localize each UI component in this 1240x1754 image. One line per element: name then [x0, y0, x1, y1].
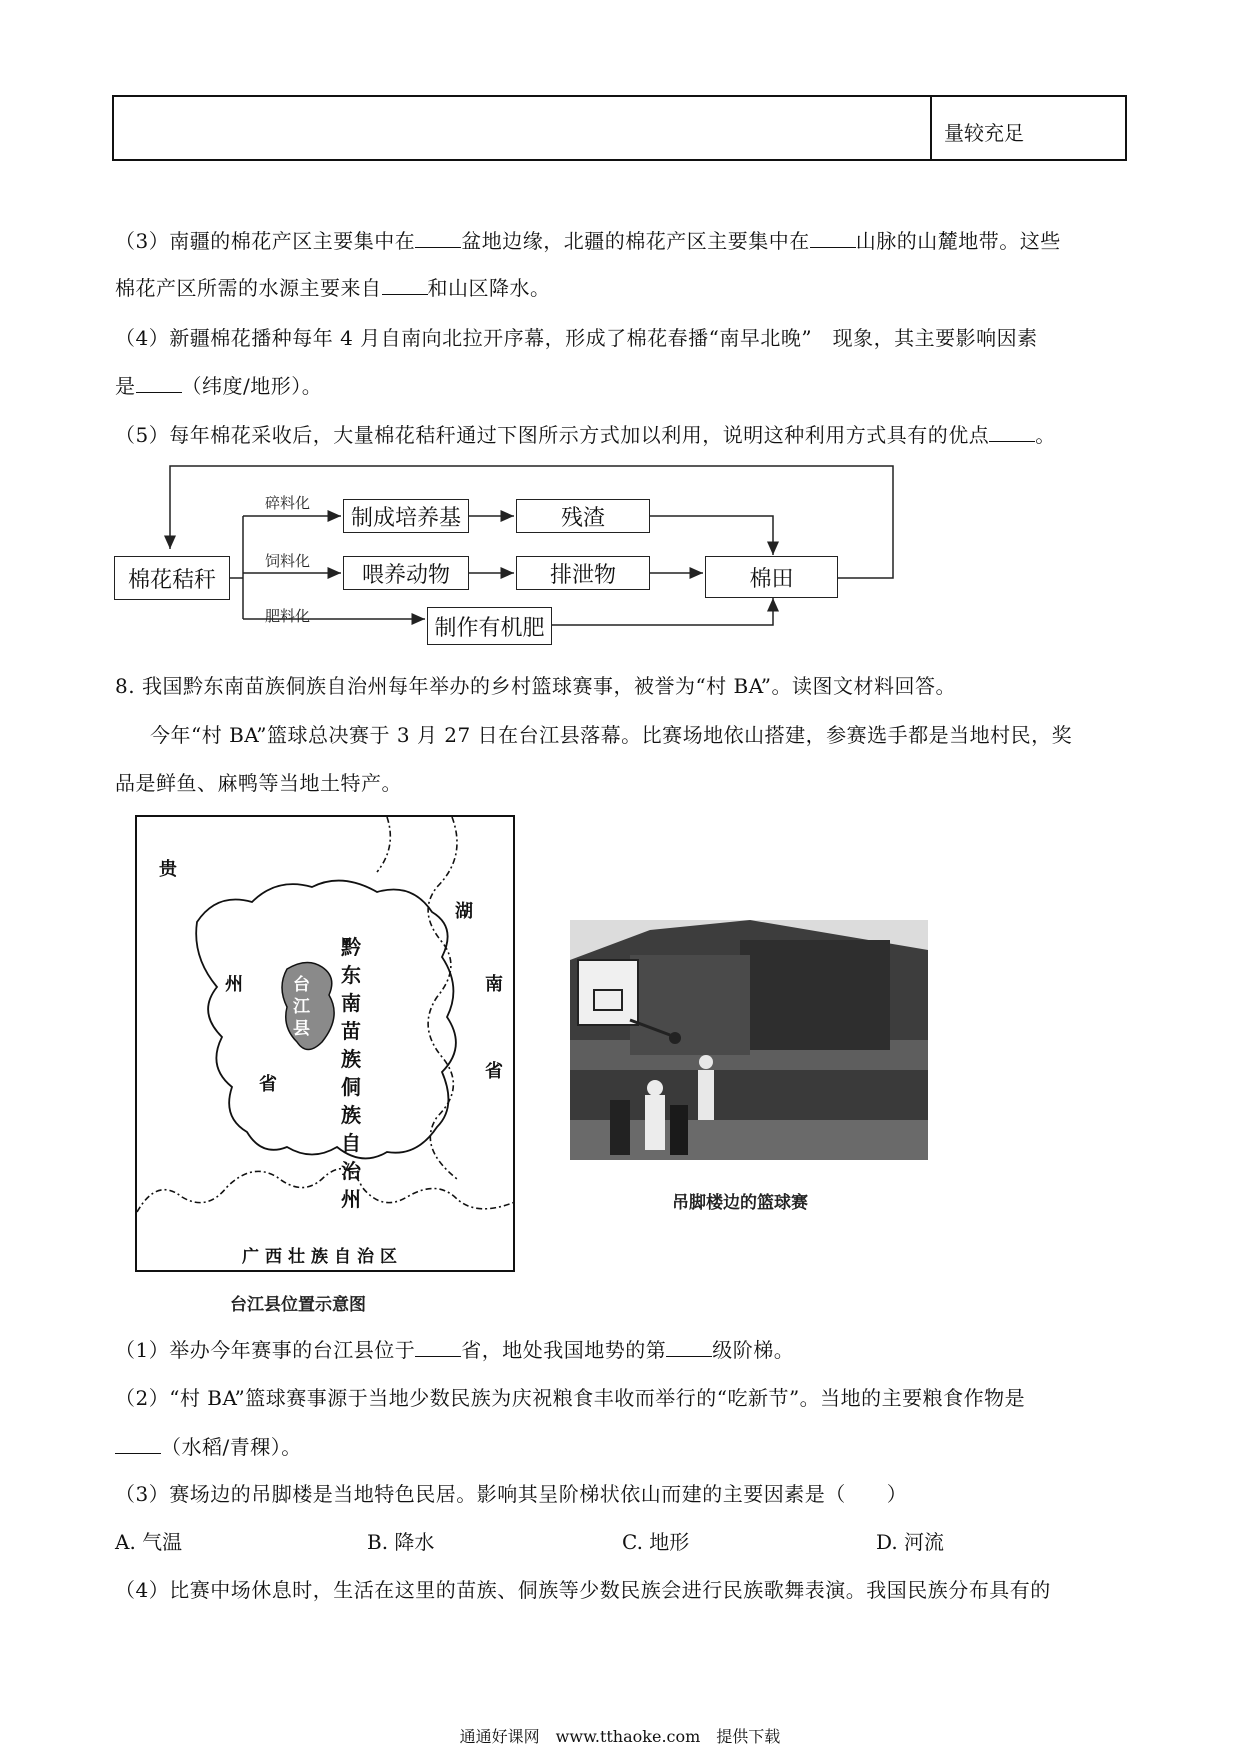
- q5-text-b: 。: [1035, 423, 1056, 447]
- choice-a[interactable]: A. 气温: [115, 1530, 183, 1554]
- answer-blank[interactable]: [666, 1338, 712, 1357]
- answer-blank[interactable]: [115, 1435, 161, 1454]
- choice-d[interactable]: D. 河流: [876, 1530, 945, 1554]
- flow-node-2: 残渣: [516, 499, 650, 533]
- q8-4-line1: （4）比赛中场休息时，生活在这里的苗族、侗族等少数民族会进行民族歌舞表演。我国民族分布具有的: [115, 1578, 1051, 1602]
- map-label-county: 台江县: [293, 975, 310, 1039]
- answer-blank[interactable]: [415, 1338, 461, 1357]
- choice-c[interactable]: C. 地形: [622, 1530, 690, 1554]
- page-footer: 通通好课网 www.tthaoke.com 提供下载: [459, 1727, 781, 1746]
- q3-text-d: 棉花产区所需的水源主要来自: [115, 276, 382, 300]
- q8-1-text-a: （1）举办今年赛事的台江县位于: [115, 1338, 416, 1362]
- choice-b[interactable]: B. 降水: [367, 1530, 435, 1554]
- flow-node-1: 制成培养基: [343, 499, 469, 533]
- q5-text-a: （5）每年棉花采收后，大量棉花秸秆通过下图所示方式加以利用，说明这种利用方式具有的优点: [115, 423, 990, 447]
- flow-node-source: 棉花秸秆: [114, 556, 230, 600]
- q4-text-b: （纬度/地形）。: [181, 374, 323, 398]
- photo-caption: 吊脚楼边的篮球赛: [672, 1193, 808, 1213]
- q8-1-line: [115, 1334, 794, 1363]
- q8-para1: 今年“村 BA”篮球总决赛于 3 月 27 日在台江县落幕。比赛场地依山搭建，参赛选手都是当地村民，奖: [150, 723, 1073, 747]
- flow-node-6: 制作有机肥: [427, 607, 552, 645]
- q8-2-line1: （2）“村 BA”篮球赛事源于当地少数民族为庆祝粮食丰收而举行的“吃新节”。当地的主要粮食作物是: [115, 1386, 1026, 1410]
- flow-node-3: 喂养动物: [343, 556, 469, 590]
- flow-node-5: 棉田: [705, 556, 838, 598]
- q3-text-c: 山脉的山麓地带。这些: [855, 229, 1061, 253]
- q4-line1: （4）新疆棉花播种每年 4 月自南向北拉开序幕，形成了棉花春播“南早北晚” 现象，其主要影响因素: [115, 326, 1038, 350]
- q4-text-a: 是: [115, 374, 136, 398]
- map-label-zhou: 州: [225, 974, 243, 995]
- q3-text-a: （3）南疆的棉花产区主要集中在: [115, 229, 416, 253]
- q3-text-e: 和山区降水。: [427, 276, 551, 300]
- map-label-sheng: 省: [259, 1074, 277, 1095]
- map-label-guangxi: 广西壮族自治区: [242, 1247, 403, 1267]
- map-label-prefecture: 黔东南苗族侗族自治州: [341, 935, 361, 1211]
- map-boundaries: [137, 817, 515, 1272]
- q8-1-text-b: 省，地处我国地势的第: [461, 1338, 667, 1362]
- q8-3-line1: （3）赛场边的吊脚楼是当地特色民居。影响其呈阶梯状依山而建的主要因素是（ ）: [115, 1482, 908, 1506]
- photo-illustration: [570, 920, 928, 1160]
- table-cell: 量较充足: [944, 121, 1024, 145]
- basketball-photo: [570, 920, 928, 1160]
- map-caption: 台江县位置示意图: [230, 1295, 366, 1315]
- flow-node-4: 排泄物: [516, 556, 650, 590]
- map-label-hu: 湖: [455, 901, 473, 922]
- edge-label-2: 饲料化: [265, 552, 311, 570]
- q8-para2: 品是鲜鱼、麻鸭等当地土特产。: [115, 771, 402, 795]
- q8-2-text: （水稻/青稞）。: [161, 1435, 302, 1459]
- location-map: [135, 815, 515, 1272]
- edge-label-1: 碎料化: [265, 494, 311, 512]
- map-label-nan: 南: [485, 974, 503, 995]
- map-label-sheng2: 省: [485, 1061, 503, 1082]
- q8-2-line2: [115, 1431, 302, 1460]
- edge-label-3: 肥料化: [265, 607, 311, 625]
- map-label-gui: 贵: [159, 859, 177, 880]
- q8-title: 8. 我国黔东南苗族侗族自治州每年举办的乡村篮球赛事，被誉为“村 BA”。读图文材料回答。: [115, 674, 956, 698]
- q3-text-b: 盆地边缘，北疆的棉花产区主要集中在: [461, 229, 810, 253]
- q8-1-text-c: 级阶梯。: [712, 1338, 795, 1362]
